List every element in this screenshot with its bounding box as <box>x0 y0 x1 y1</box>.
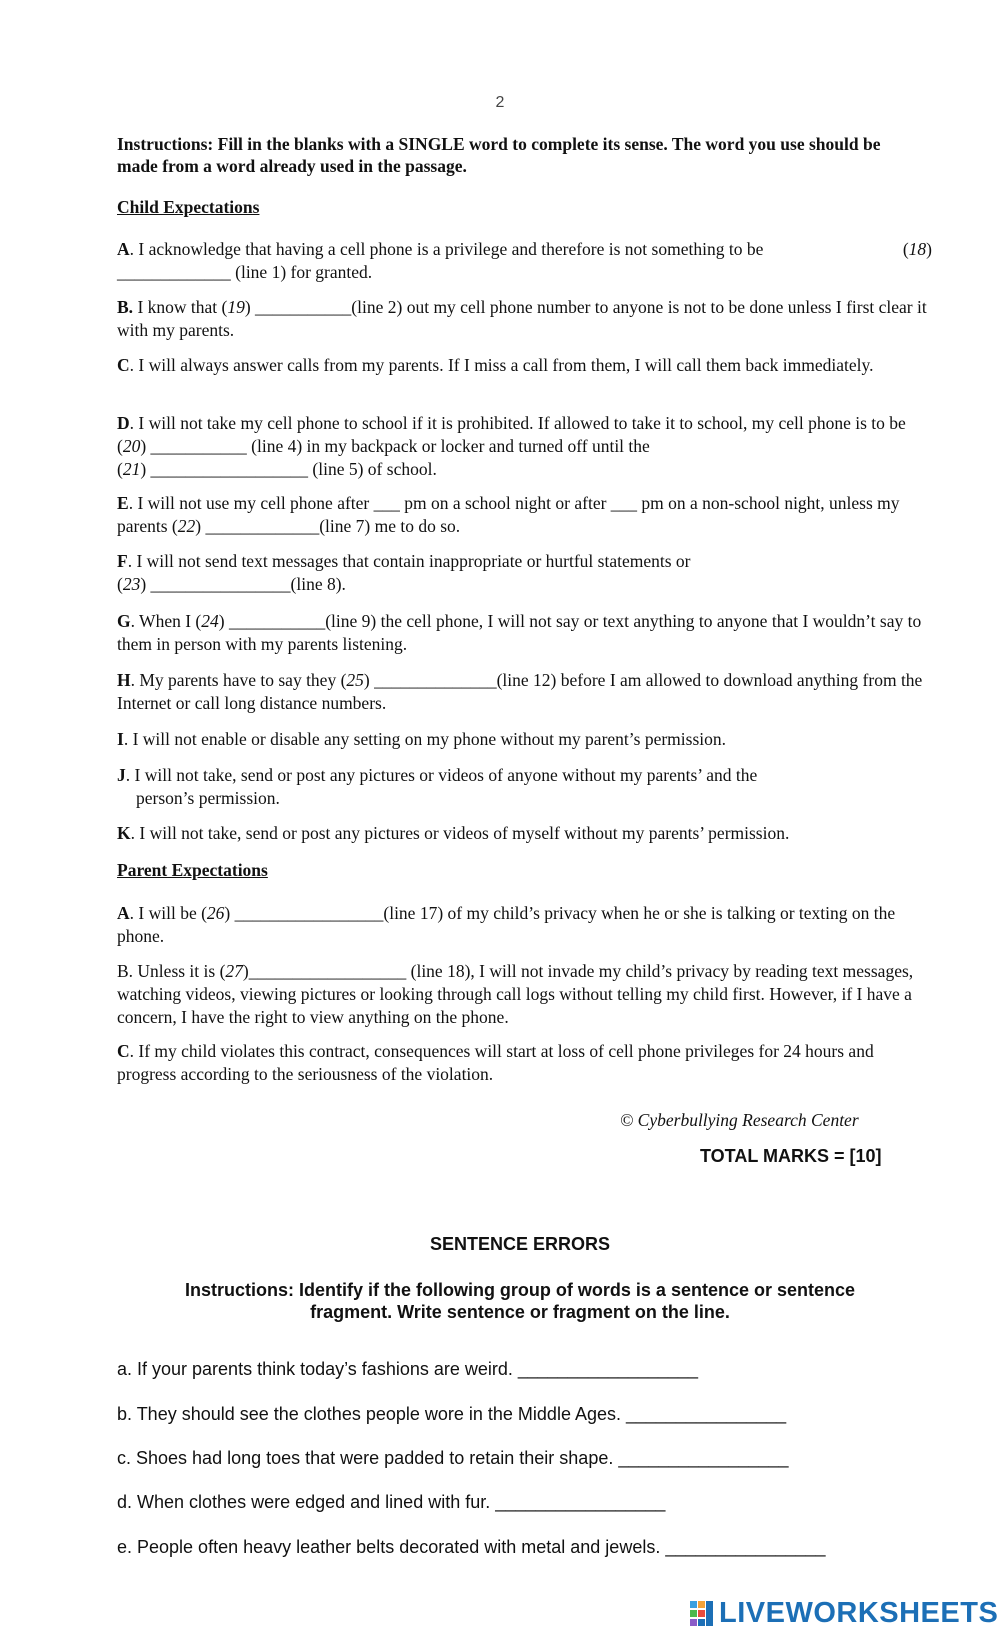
child-expectations-heading: Child Expectations <box>117 197 260 217</box>
sentence-item: c. Shoes had long toes that were padded to retain their shape. _________________ <box>117 1448 789 1468</box>
sentence-item: a. If your parents think today’s fashions are weird. __________________ <box>117 1359 699 1379</box>
child-item-b: B. I know that (19) ___________(line 2) out my cell phone number to anyone is not to be done unless I first clear it with my parents. <box>117 297 927 340</box>
credit: © Cyberbullying Research Center <box>620 1110 859 1130</box>
total-marks: TOTAL MARKS = [10] <box>700 1146 882 1166</box>
child-item-i: I. I will not enable or disable any setting on my phone without my parent’s permission. <box>117 729 727 749</box>
sentence-item: b. They should see the clothes people wore in the Middle Ages. ________________ <box>117 1404 787 1424</box>
child-item-f: F. I will not send text messages that contain inappropriate or hurtful statements or (23) ________________(line 8). <box>117 551 691 594</box>
instructions: Instructions: Fill in the blanks with a SINGLE word to complete its sense. The word you use should be made from a word already used in the passage. <box>117 134 881 176</box>
parent-item-a: A. I will be (26) _________________(line 17) of my child’s privacy when he or she is talking or texting on the phone. <box>117 903 896 946</box>
liveworksheets-logo-icon <box>690 1601 714 1627</box>
child-item-g: G. When I (24) ___________(line 9) the cell phone, I will not say or text anything to anyone that I wouldn’t say to them in person with my parents listening. <box>117 611 922 654</box>
child-item-e: E. I will not use my cell phone after ___ pm on a school night or after ___ pm on a non-school night, unless my parents (22) _____________(line 7) me to do so. <box>117 493 900 536</box>
child-item-k: K. I will not take, send or post any pictures or videos of myself without my parents’ permission. <box>117 823 790 843</box>
child-item-a: A. I acknowledge that having a cell phone is a privilege and therefore is not something to be (18) _____________ (line 1) for granted. <box>117 239 932 282</box>
parent-item-b: B. Unless it is (27)__________________ (line 18), I will not invade my child’s privacy by reading text messages, watching videos, viewing pictures or looking through call logs without telling my child first. However, if I have a concern, I have the right to view anything on the phone. <box>117 961 914 1027</box>
child-item-h: H. My parents have to say they (25) ______________(line 12) before I am allowed to download anything from the Internet or call long distance numbers. <box>117 670 923 713</box>
sentence-errors-instructions: Instructions: Identify if the following group of words is a sentence or sentence fragment. Write sentence or fragment on the line. <box>184 1280 856 1322</box>
child-item-j: J. I will not take, send or post any pictures or videos of anyone without my parents’ and the person’s permission. <box>117 765 758 808</box>
child-item-d: D. I will not take my cell phone to school if it is prohibited. If allowed to take it to school, my cell phone is to be (20) ___________ (line 4) in my backpack or locker and turned off until the (21) __________________ (line 5) of school. <box>117 413 906 479</box>
sentence-item: d. When clothes were edged and lined with fur. _________________ <box>117 1492 666 1512</box>
child-item-c: C. I will always answer calls from my parents. If I miss a call from them, I will call them back immediately. <box>117 355 874 375</box>
page-number: 2 <box>495 94 505 111</box>
sentence-item: e. People often heavy leather belts decorated with metal and jewels. ________________ <box>117 1537 826 1557</box>
sentence-errors-title: SENTENCE ERRORS <box>429 1234 611 1254</box>
liveworksheets-logo-text: LIVEWORKSHEETS <box>719 1597 999 1629</box>
liveworksheets-logo <box>690 1597 998 1630</box>
parent-expectations-heading: Parent Expectations <box>117 860 268 880</box>
parent-item-c: C. If my child violates this contract, consequences will start at loss of cell phone privileges for 24 hours and progress according to the seriousness of the violation. <box>117 1041 874 1084</box>
